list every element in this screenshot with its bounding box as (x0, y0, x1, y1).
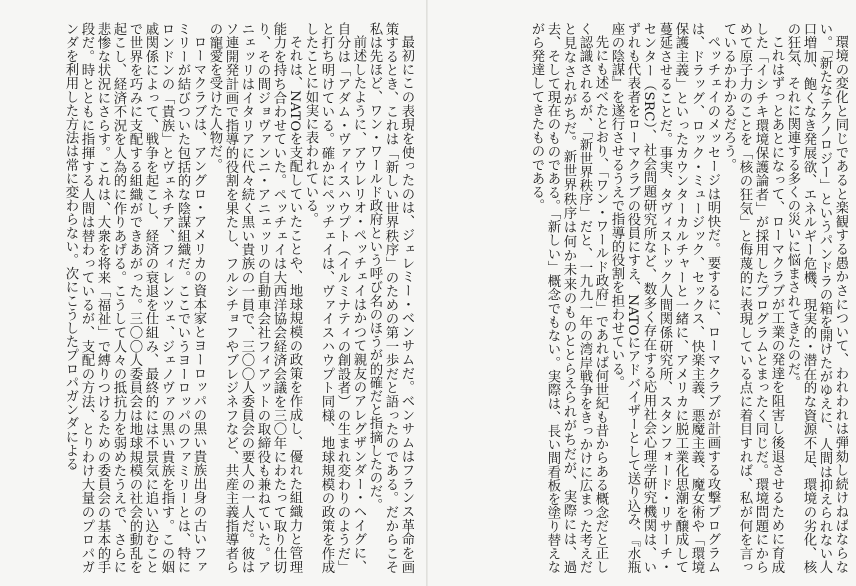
paragraph: 最初にこの表現を使ったのは、ジェレミー・ベンサムだ。ベンサムはフランス革命を画策するとき、これは「新しい世界秩序」のための第一歩だと語ったのである。だからこそ私は先ほど、ワン・ワールド政府という呼び名のほうが的確だと指摘したのだ。 (367, 22, 414, 574)
paragraph: 環境の変化と同じであると楽観する愚かさについて、われわれは弾劾し続けねばならない。「新たなテクノロジー」というパンドラの箱を開けたがゆえに、人間は抑えられない人口増加、飽くなき発展欲、エネルギー危機、現実的・潜在的な資源不足、環境の劣化、核の狂気、それに関連する多くの災いに悩まされてきたのだ。 (785, 22, 848, 574)
right-page-text (440, 22, 848, 574)
paragraph: 先にも述べたとおり、「ワン・ワールド政府」であれば何世紀も昔からある概念だと正しく認識されるが、「新世界秩序」だと、一九九一年の湾岸戦争をきっかけに広まった考えだと見なされがちだ。新世界秩序は何か未来のものととらえられがちだが、実際には、過去、そして現在のものである。「新しい」概念でもない。実際は、長い間看板を塗り替えながら発達してきたものである。 (529, 22, 608, 574)
right-page (428, 0, 856, 586)
left-page-text (14, 22, 414, 574)
paragraph: それは、NATOを支配していたことや、地球規模の政策を作成し、優れた組織力と管理能力を持ち合わせていた。ペッチェイは大西洋協会経済会議を三〇年にわたって取り仕切り、その間ジョヴァンニ・アニェッリの自動車会社フィアットの取締役も兼ねていた。アニェッリはイタリアに代々続く黒い貴族の一員で、三〇〇人委員会の要人の一人だ。彼はソ連開発計画で指導的役割を果たし、フルシチョフやブレジネフなど、共産主義指導者らの寵愛を受けた人物だ。 (207, 22, 302, 574)
paragraph: 前述したように、アウレリオ・ペッチェイはかつて親友のアレグザンダー・ヘイグに、自分は「アダム・ヴァイスハウプト（イルミナティの創設者）の生まれ変わりのようだ」と打ち明けている。確かにペッチェイは、ヴァイスハウプト同様、地球規模の政策を作成したことに如実に表われている。 (303, 22, 366, 574)
paragraph: これはずっとあとになって、ローマクラブが工業の発達を阻害し後退させるために育成した「イシチキ環境保護論者」が採用したプログラムとまったく同じだ。環境問題にからめて原子力のことを「核の狂気」と侮蔑的に表現している点に着目すれば、私が何を言っているかわかるだろう。 (721, 22, 784, 574)
paragraph: ペッチェイのメッセージは明快だ。要するに、ローマクラブが計画する攻撃プログラムは、ドラッグ、ロック・ミュージック、セックス、快楽主義、悪魔主義、魔女術や「環境保護主義」といったカウンターカルチャーと一緒に、アメリカに脱工業化思潮を醸成して蔓延させることだ。事実、タヴィストック人間関係研究所、スタンフォード・リサーチ・センター（SRC）、社会問題研究所など、数多く存在する応用社会心理学研究機関は、いずれも代表者をローマクラブの役員にすえ、NATOにアドバイザーとして送り込み、『水瓶座の陰謀』を遂行させるうえで指導的役割を担わせている。 (609, 22, 720, 574)
paragraph: ローマクラブは、アングロ・アメリカの資本家とヨーロッパの黒い貴族出身の古いファミリーが結びついた包括的な陰謀組織だ。ここでいうヨーロッパのファミリーとは、特にロンドンの「貴族」とヴェネチア、フィレンツェ、ジェノヴァの黒い貴族を指す。この姻戚関係によって、戦争を起こし、経済の衰退を仕組み、最終的には不景気に追い込むことで世界を巧みに支配する組織ができあがった。三〇〇人委員会は地球規模の社会的動乱を起こし、経済不況を人為的に作りあげる。こうして人々の抵抗力を弱めたうえで、さらに悲惨な状況にさらす。これは、大衆を将来「福祉」で縛りつけるための委員会の基本的手段だ。時とともに指揮する人間は替わっているが、支配の方法、とりわけ大量のプロパガンダを利用した方法は常に変わらない。次にこうしたプロパガンダによる (63, 22, 206, 574)
